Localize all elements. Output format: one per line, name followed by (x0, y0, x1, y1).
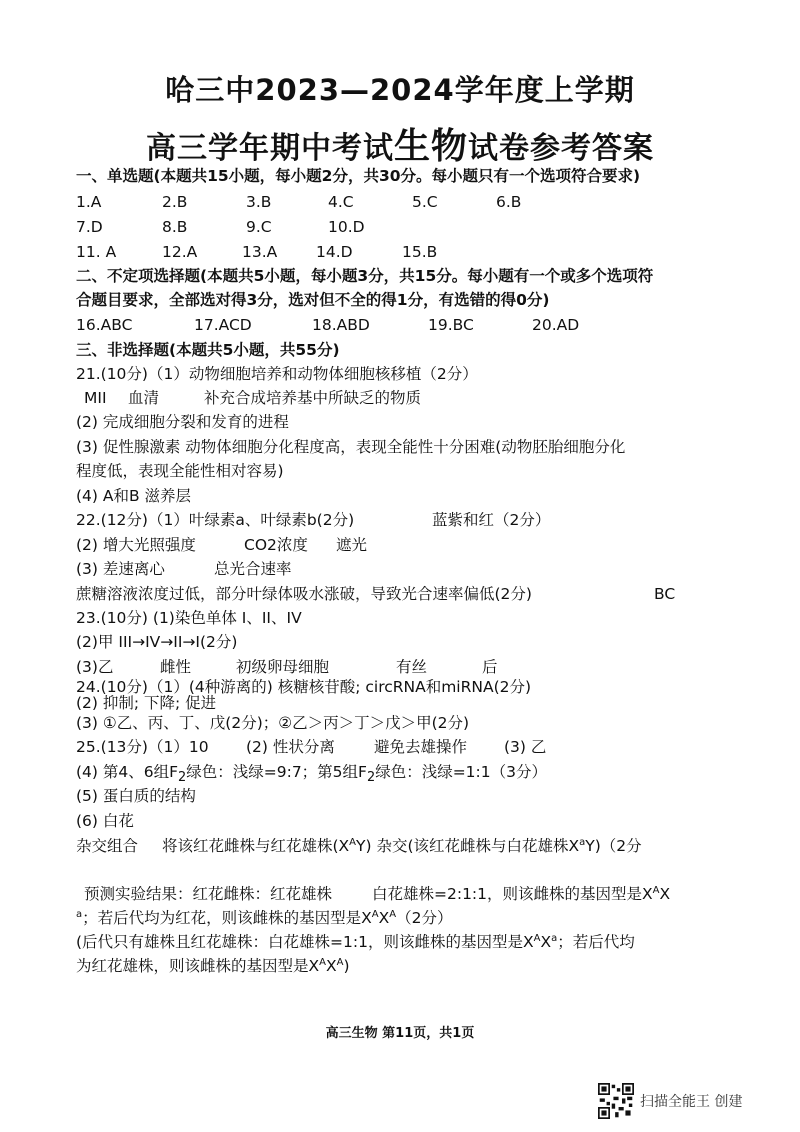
answer-item: 6.B (496, 193, 522, 211)
q25-line9 (76, 956, 776, 976)
q23-l3-e: 后 (482, 658, 498, 676)
q25-l9-sup1: A (319, 956, 326, 968)
document-title-line2 (0, 118, 800, 169)
q25-l5-b: 将该红花雌株与红花雄株(X (162, 837, 350, 855)
q25-l8-sup2: a (551, 932, 558, 944)
q22-l4-b: BC (654, 585, 676, 603)
q25-l7-sup2: A (371, 908, 379, 920)
q25-l7-sup3: A (389, 908, 397, 920)
answer-item: 15.B (402, 243, 438, 261)
answer-item: 19.BC (428, 316, 474, 334)
q21-line5: 程度低，表现全能性相对容易) (76, 462, 284, 480)
q22-l2-a: (2) 增大光照强度 (76, 536, 196, 554)
title-subject: 生物 (393, 126, 468, 167)
q25-l6-c: X (659, 885, 671, 903)
q25-l6-sup1: A (652, 884, 660, 896)
answer-item: 18.ABD (312, 316, 370, 334)
q21-line4: (3) 促性腺激素 动物体细胞分化程度高，表现全能性十分困难(动物胚胎细胞分化 (76, 438, 626, 456)
q23-line2: (2)甲 III→IV→II→I(2分) (76, 633, 238, 651)
q25-line3: (5) 蛋白质的结构 (76, 787, 196, 805)
title-post: 试卷参考答案 (468, 131, 654, 166)
q25-l9-sup2: A (336, 956, 344, 968)
q25-l5-sup2: a (579, 836, 586, 848)
q25-l5-c: Y) 杂交(该红花雌株与白花雄株X (356, 837, 580, 855)
answer-item: 14.D (316, 243, 353, 261)
q22-l1-b: 蓝紫和红（2分） (432, 511, 551, 529)
q22-l2-c: 遮光 (336, 536, 368, 554)
q22-l3-a: (3) 差速离心 (76, 560, 165, 578)
q25-l8-c: ；若后代均 (557, 933, 635, 951)
q25-l7-a: ；若后代均为红花，则该雌株的基因型是X (82, 909, 372, 927)
watermark-text: 扫描全能王 创建 (640, 1094, 743, 1110)
answer-item: 5.C (412, 193, 438, 211)
qr-code-icon (598, 1083, 634, 1119)
q23-line1: 23.(10分) (1)染色单体 I、II、IV (76, 609, 302, 627)
q25-l1-b: (2) 性状分离 (246, 738, 335, 756)
answer-item: 3.B (246, 193, 272, 211)
answer-item: 7.D (76, 218, 103, 236)
section1-heading: 一、单选题(本题共15小题，每小题2分，共30分。每小题只有一个选项符合要求) (76, 167, 641, 185)
q24-line2: (2) 抑制; 下降; 促进 (76, 694, 217, 712)
scanner-watermark (598, 1083, 742, 1119)
q25-l7-b: X (378, 909, 390, 927)
q25-l7-sup1: a (76, 908, 83, 920)
q22-l3-b: 总光合速率 (214, 560, 292, 578)
q21-l2-b: 血清 (128, 389, 160, 407)
q25-l9-c: ) (343, 957, 350, 975)
section2-heading-line1: 二、不定项选择题(本题共5小题，每小题3分，共15分。每小题有一个或多个选项符 (76, 267, 654, 285)
answer-item: 17.ACD (194, 316, 252, 334)
q23-l3-d: 有丝 (396, 658, 428, 676)
q23-l3-a: (3)乙 (76, 658, 114, 676)
document-title-line1: 哈三中2023—2024学年度上学期 (165, 73, 635, 107)
title-pre: 高三学年期中考试 (145, 131, 394, 166)
q21-line6: (4) A和B 滋养层 (76, 487, 192, 505)
q25-l8-sup1: A (533, 932, 541, 944)
q25-l7-c: （2分） (396, 909, 453, 927)
q22-l4-a: 蔗糖溶液浓度过低，部分叶绿体吸水涨破，导致光合速率偏低(2分) (76, 585, 532, 603)
answer-item: 9.C (246, 218, 272, 236)
q25-l5-d: Y)（2分 (585, 837, 642, 855)
q25-l6-a: 预测实验结果：红花雌株：红花雄株 (84, 885, 333, 903)
q25-line8 (76, 932, 776, 952)
answer-item: 10.D (328, 218, 365, 236)
q25-l2-c: 绿色：浅绿=1:1（3分） (375, 763, 547, 781)
q25-l2-sub1: 2 (178, 770, 187, 786)
q24-line1: 24.(10分)（1）(4种游离的) 核糖核苷酸; circRNA和miRNA(2分) (76, 678, 532, 696)
q25-l8-b: X (540, 933, 552, 951)
answer-item: 16.ABC (76, 316, 133, 334)
section3-heading: 三、非选择题(本题共5小题，共55分) (76, 341, 340, 359)
q21-line3: (2) 完成细胞分裂和发育的进程 (76, 413, 289, 431)
answer-item: 13.A (242, 243, 278, 261)
q25-l9-a: 为红花雄株，则该雌株的基因型是X (76, 957, 320, 975)
q25-l9-b: X (325, 957, 337, 975)
q25-line2 (76, 762, 776, 788)
q25-l1-a: 25.(13分)（1）10 (76, 738, 209, 756)
q25-l5-sup1: A (349, 836, 357, 848)
q23-l3-b: 雌性 (160, 658, 192, 676)
answer-item: 20.AD (532, 316, 580, 334)
q22-l2-b: CO2浓度 (244, 536, 308, 554)
q25-l5-a: 杂交组合 (76, 837, 139, 855)
q25-l1-c: 避免去雄操作 (374, 738, 468, 756)
q25-l1-d: (3) 乙 (504, 738, 547, 756)
q25-l6-b: 白花雄株=2:1:1，则该雌株的基因型是X (372, 885, 653, 903)
section2-heading-line2: 合题目要求，全部选对得3分，选对但不全的得1分，有选错的得0分) (76, 291, 550, 309)
answer-item: 1.A (76, 193, 102, 211)
answer-item: 12.A (162, 243, 198, 261)
q21-l2-c: 补充合成培养基中所缺乏的物质 (204, 389, 422, 407)
answer-item: 4.C (328, 193, 354, 211)
q23-l3-c: 初级卵母细胞 (236, 658, 330, 676)
page-footer: 高三生物 第11页，共1页 (325, 1026, 475, 1041)
answer-item: 11. A (76, 243, 117, 261)
answer-item: 2.B (162, 193, 188, 211)
q25-l2-b: 绿色：浅绿=9:7；第5组F (186, 763, 367, 781)
answer-item: 8.B (162, 218, 188, 236)
q25-l2-sub2: 2 (366, 770, 376, 786)
q22-l1-a: 22.(12分)（1）叶绿素a、叶绿素b(2分) (76, 511, 355, 529)
q24-line3: (3) ①乙、丙、丁、戊(2分)；②乙＞丙＞丁＞戊＞甲(2分) (76, 714, 470, 732)
q25-line7 (76, 908, 776, 928)
q25-l5-rest (162, 836, 642, 856)
q25-line4: (6) 白花 (76, 812, 134, 830)
q21-line1: 21.(10分)（1）动物细胞培养和动物体细胞核移植（2分） (76, 365, 478, 383)
q25-l2-a: (4) 第4、6组F (76, 763, 179, 781)
q25-l6-rest (372, 884, 670, 904)
q21-l2-a: MII (84, 389, 107, 407)
q25-l8-a: (后代只有雄株且红花雄株：白花雄株=1:1，则该雌株的基因型是X (76, 933, 534, 951)
